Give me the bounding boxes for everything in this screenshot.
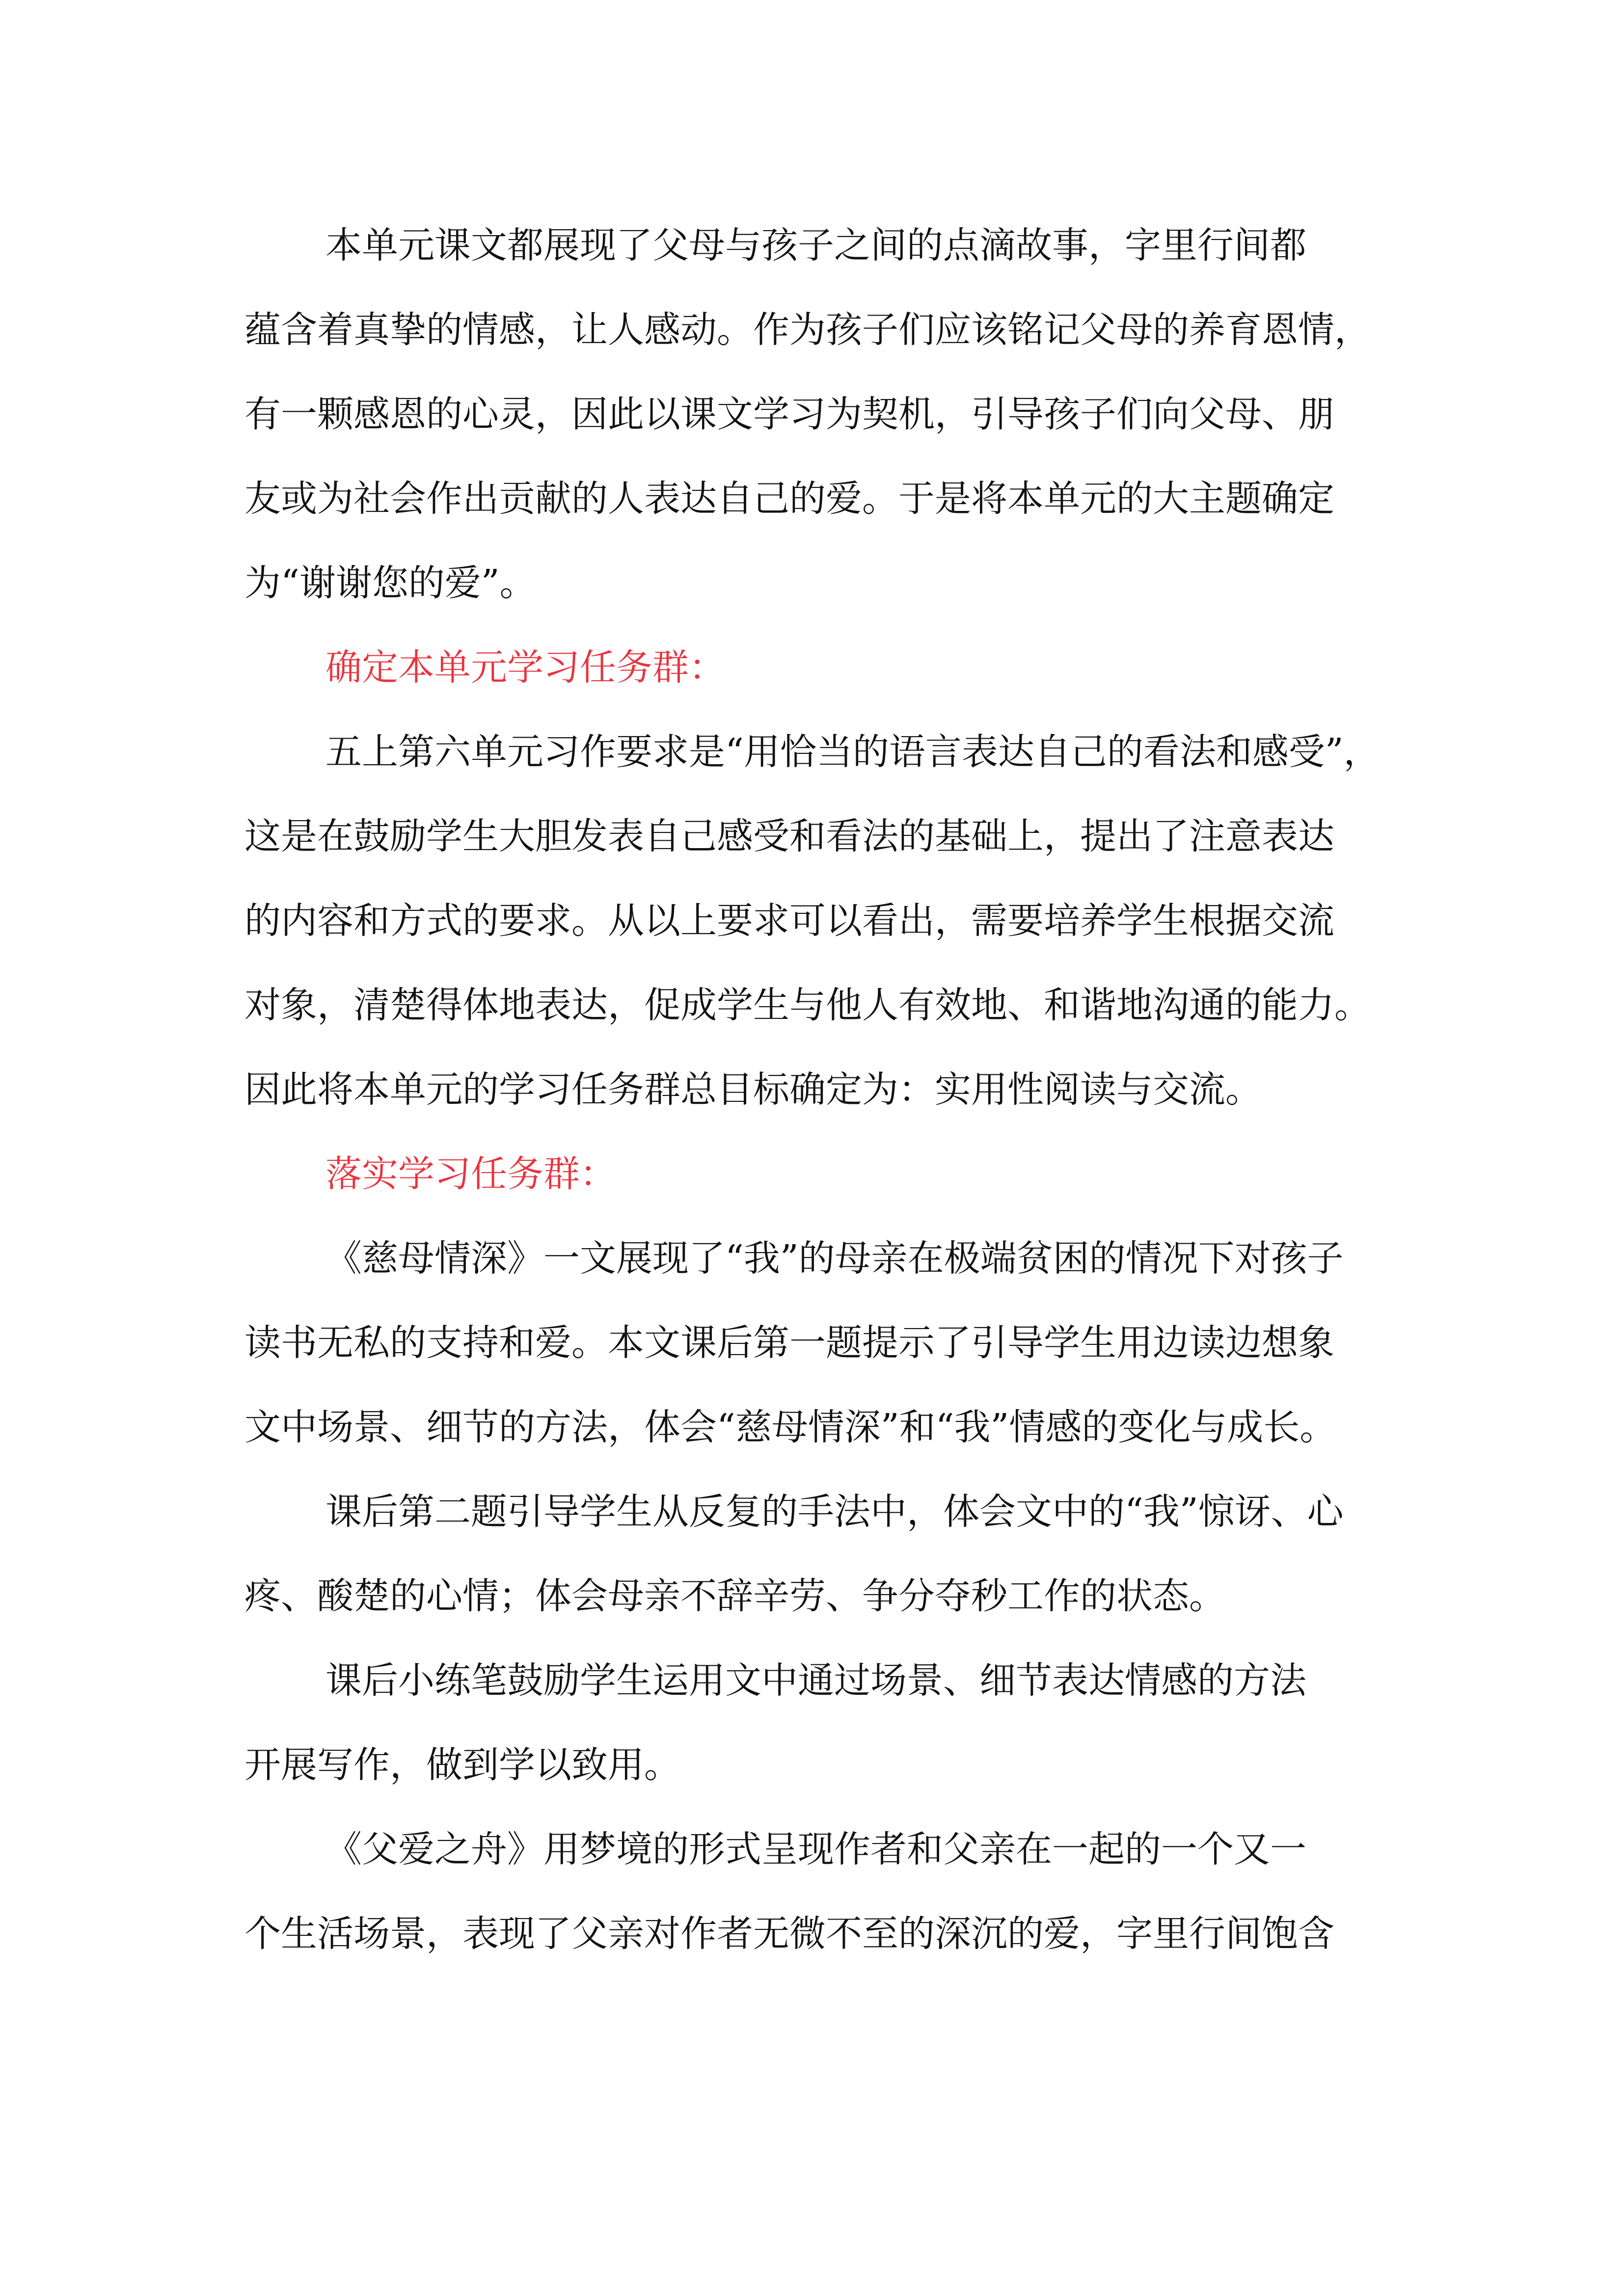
paragraph-line: 疼、酸楚的心情；体会母亲不辞辛劳、争分夺秒工作的状态。 — [244, 1575, 1225, 1617]
section-heading-task-group — [244, 625, 1403, 710]
paragraph-line: 课后小练笔鼓励学生运用文中通过场景、细节表达情感的方法 — [325, 1659, 1306, 1702]
section-heading-implement — [244, 1132, 1403, 1216]
paragraph-intro — [244, 203, 1403, 625]
paragraph-task-group — [244, 710, 1403, 1132]
paragraph-line: 蕴含着真挚的情感，让人感动。作为孩子们应该铭记父母的养育恩情， — [244, 309, 1371, 351]
paragraph-line: 有一颗感恩的心灵，因此以课文学习为契机，引导孩子们向父母、朋 — [244, 393, 1334, 435]
paragraph-line: 《慈母情深》一文展现了“我”的母亲在极端贫困的情况下对孩子 — [325, 1237, 1344, 1280]
paragraph-practice — [244, 1638, 1403, 1807]
paragraph-line: 因此将本单元的学习任务群总目标确定为：实用性阅读与交流。 — [244, 1068, 1262, 1111]
paragraph-fuai — [244, 1807, 1403, 1976]
document-body — [244, 203, 1403, 1976]
section-heading: 确定本单元学习任务群： — [325, 646, 725, 689]
paragraph-line: 文中场景、细节的方法，体会“慈母情深”和“我”情感的变化与成长。 — [244, 1406, 1336, 1448]
paragraph-line: 开展写作，做到学以致用。 — [244, 1744, 680, 1786]
paragraph-line: 个生活场景，表现了父亲对作者无微不至的深沉的爱，字里行间饱含 — [244, 1913, 1334, 1955]
paragraph-line: 课后第二题引导学生从反复的手法中，体会文中的“我”惊讶、心 — [325, 1491, 1344, 1533]
paragraph-line: 这是在鼓励学生大胆发表自己感受和看法的基础上，提出了注意表达 — [244, 815, 1334, 857]
paragraph-line: 的内容和方式的要求。从以上要求可以看出，需要培养学生根据交流 — [244, 900, 1334, 942]
paragraph-line: 《父爱之舟》用梦境的形式呈现作者和父亲在一起的一个又一 — [325, 1828, 1306, 1870]
paragraph-line: 为“谢谢您的爱”。 — [244, 562, 536, 604]
section-heading: 落实学习任务群： — [325, 1153, 616, 1195]
paragraph-question-2 — [244, 1469, 1403, 1638]
paragraph-line: 友或为社会作出贡献的人表达自己的爱。于是将本单元的大主题确定 — [244, 478, 1334, 520]
paragraph-line: 对象，清楚得体地表达，促成学生与他人有效地、和谐地沟通的能力。 — [244, 984, 1371, 1026]
paragraph-cimu — [244, 1216, 1403, 1469]
paragraph-line: 本单元课文都展现了父母与孩子之间的点滴故事，字里行间都 — [325, 224, 1306, 267]
paragraph-line: 读书无私的支持和爱。本文课后第一题提示了引导学生用边读边想象 — [244, 1322, 1334, 1364]
paragraph-line: 五上第六单元习作要求是“用恰当的语言表达自己的看法和感受”， — [325, 731, 1380, 773]
